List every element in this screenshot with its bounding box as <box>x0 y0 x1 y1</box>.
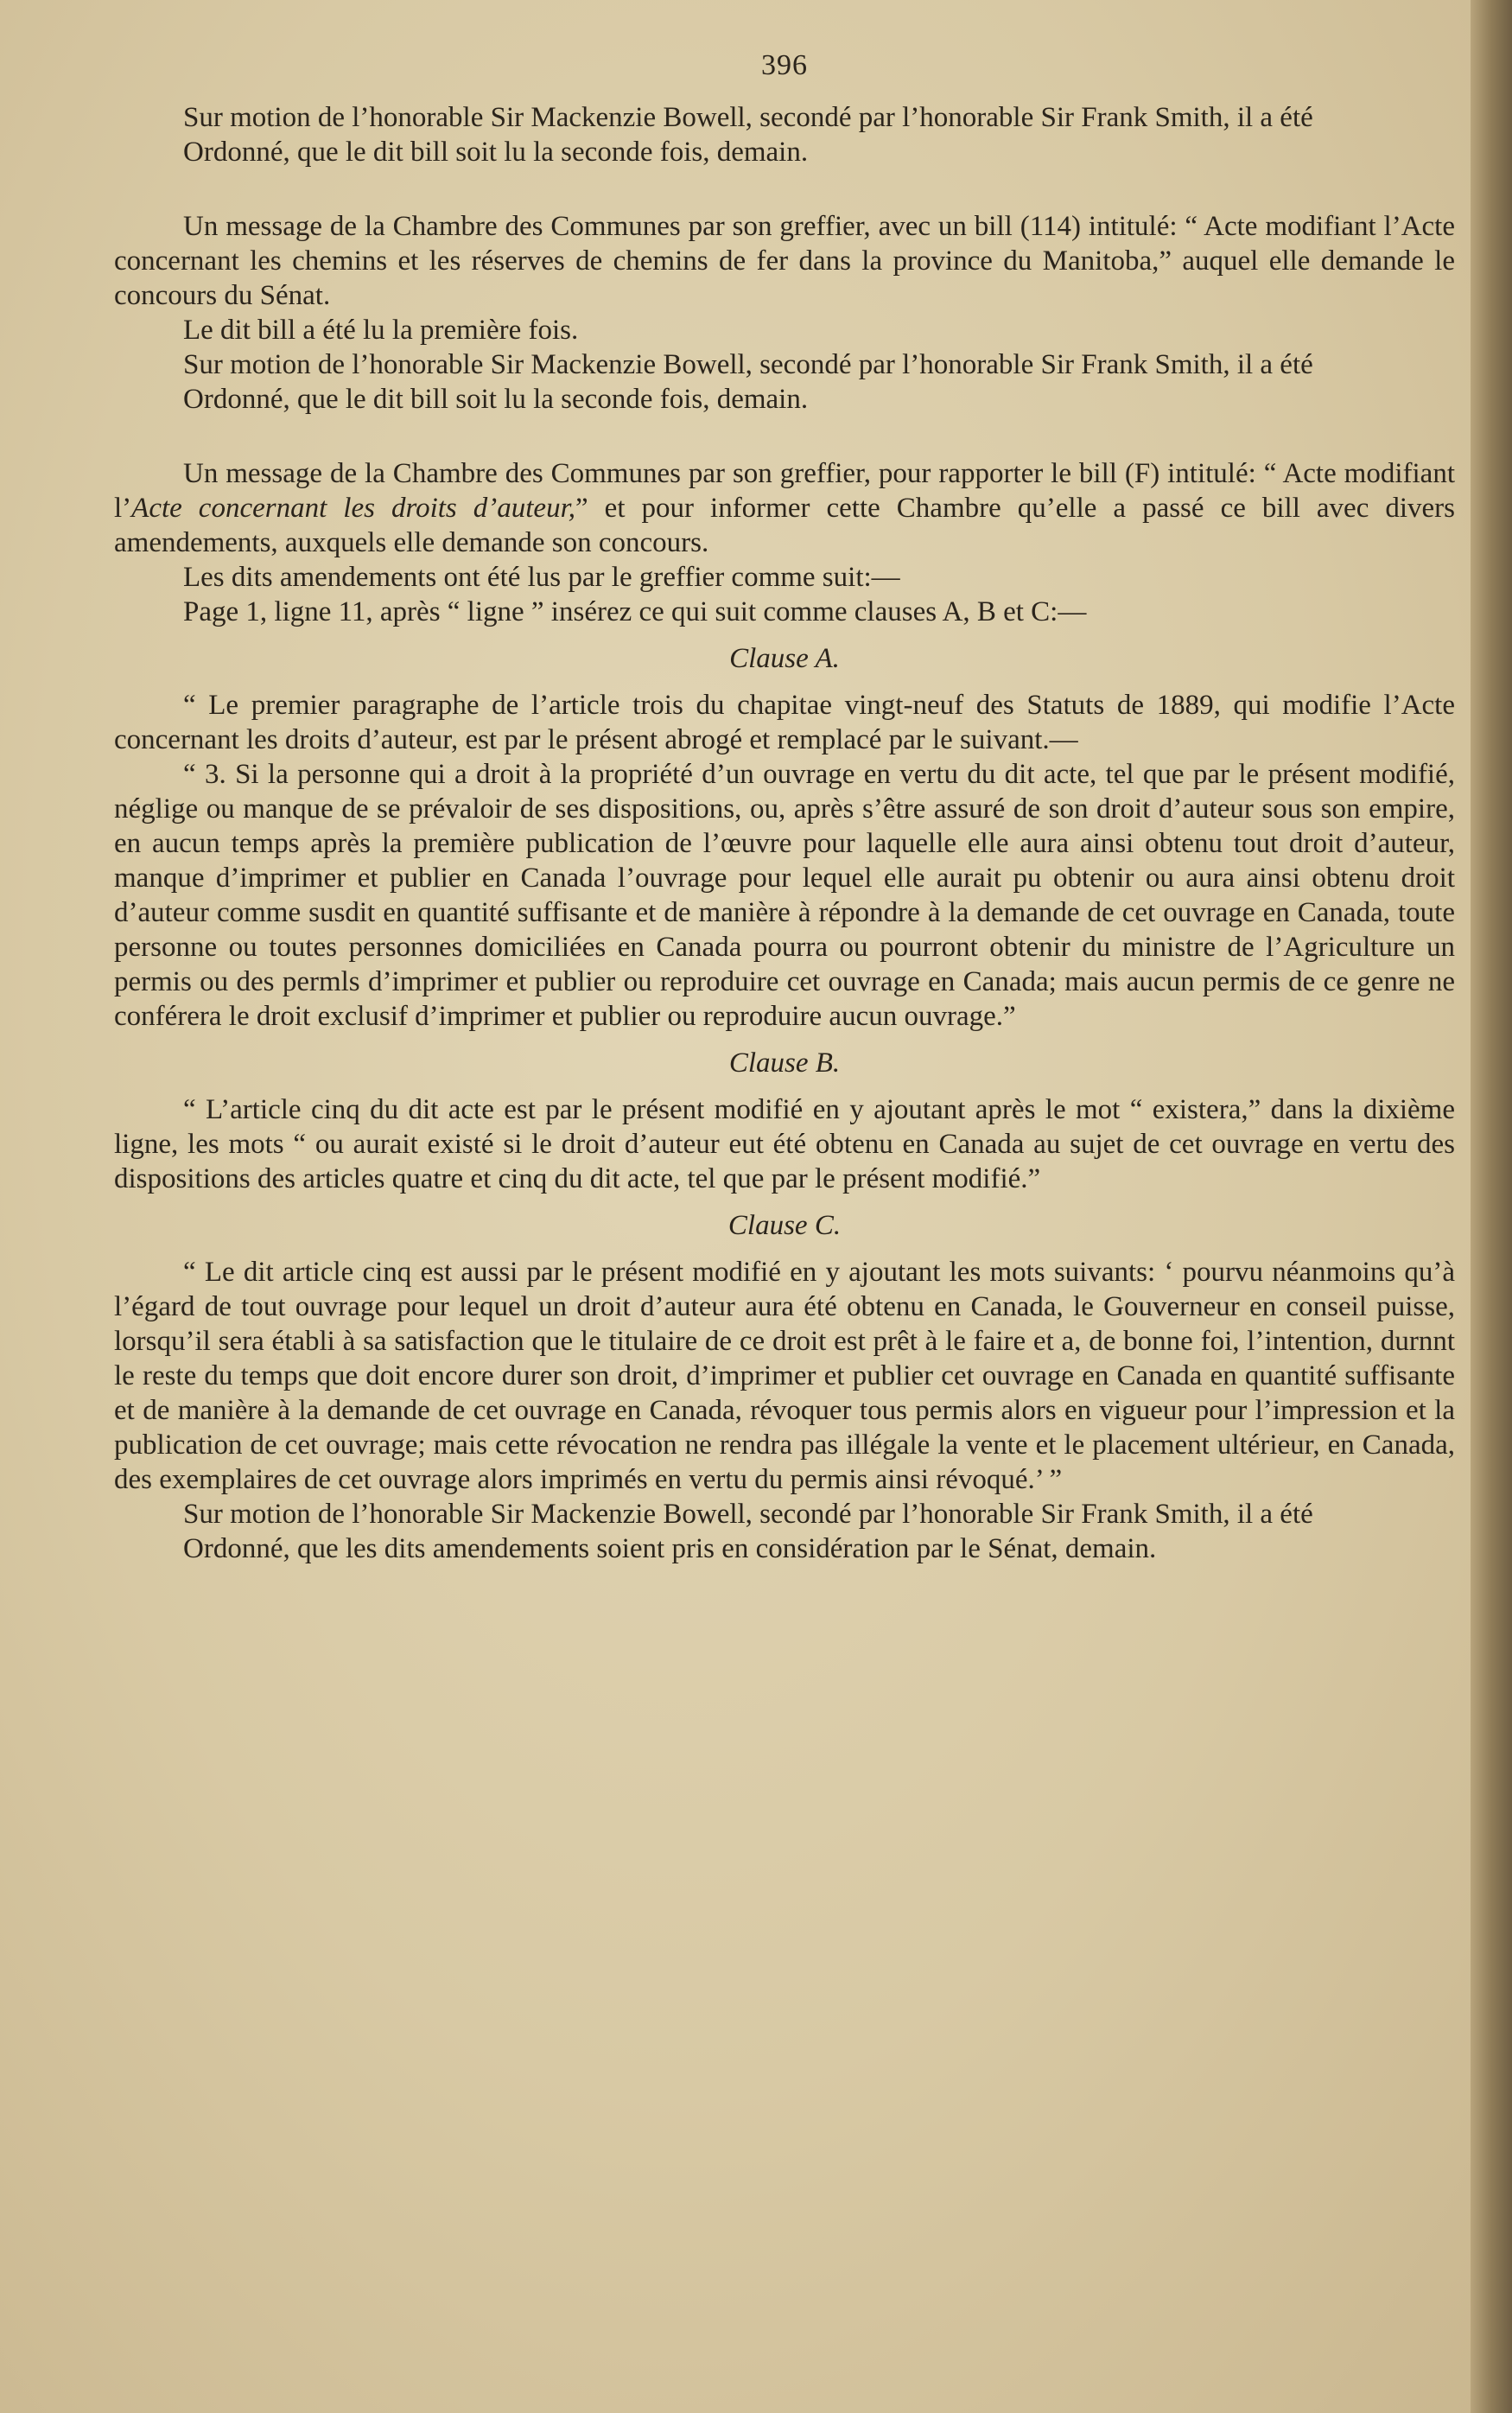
motion-paragraph: Sur motion de l’honorable Sir Mackenzie Bowell, secondé par l’honorable Sir Frank Smith, il a été <box>183 349 1313 380</box>
message-text-end: ” et pour informer cette Chambre qu’elle a passé ce bill avec divers amendements, auxquels elle demande son concours. <box>114 493 1456 558</box>
clause-a-paragraph-2: “ 3. Si la personne qui a droit à la propriété d’un ouvrage en vertu du dit acte, tel que par le présent modifié, néglige ou manque de se prévaloir de ses dispositions, ou, après s’être assuré de son droit d’auteur sous son empire, en aucun temps après la première publication de l’œuvre pour laquelle elle aura ainsi obtenu tout droit d’auteur, manque d’imprimer et publier en Canada l’ouvrage pour lequel elle aurait pu obtenir ou aura ainsi obtenu droit d’auteur comme susdit en quantité suffisante et de manière à répondre à la demande de cet ouvrage en Canada, toute personne ou toutes personnes domiciliées en Canada pourra ou pourront obtenir du ministre de l’Agriculture un permis ou des permls d’imprimer et publier ou reproduire cet ouvrage en Canada; mais aucun permis de ce genre ne conférera le droit exclusif d’imprimer et publier ou reproduire aucun ouvrage.” <box>114 759 1455 1032</box>
order-paragraph: Ordonné, que les dits amendements soient pris en considération par le Sénat, demain. <box>183 1533 1157 1564</box>
message-paragraph <box>114 456 1455 560</box>
clause-b-paragraph: “ L’article cinq du dit acte est par le présent modifié en y ajoutant après le mot “ existera,” dans la dixième ligne, les mots “ ou aurait existé si le droit d’auteur eut été obtenu en Canada au sujet de cet ouvrage en vertu des dispositions des articles quatre et cinq du dit acte, tel que par le présent modifié.” <box>114 1094 1455 1194</box>
first-reading-paragraph: Le dit bill a été lu la première fois. <box>183 315 579 346</box>
page-line-paragraph: Page 1, ligne 11, après “ ligne ” insérez ce qui suit comme clauses A, B et C:— <box>183 596 1087 627</box>
clause-b-heading: Clause B. <box>728 1047 841 1079</box>
page-edge-shadow <box>1471 0 1512 2413</box>
order-paragraph: Ordonné, que le dit bill soit lu la seconde fois, demain. <box>183 384 809 415</box>
act-title-italic: Acte concernant les droits d’auteur, <box>131 493 576 524</box>
message-text-start: Un message de la Chambre des Communes par son greffier, pour rapporter le bill (F) intitulé: “ Acte modifiant l’ <box>114 458 1455 524</box>
page-text <box>114 48 1455 1566</box>
motion-paragraph: Sur motion de l’honorable Sir Mackenzie Bowell, secondé par l’honorable Sir Frank Smith, il a été <box>183 1499 1313 1530</box>
clause-c-paragraph: “ Le dit article cinq est aussi par le présent modifié en y ajoutant les mots suivants: ‘ pourvu néanmoins qu’à l’égard de tout ouvrage pour lequel un droit d’auteur aura été obtenu en Canada, le Gouverneur en conseil puisse, lorsqu’il sera établi à sa satisfaction que le titulaire de ce droit est prêt à le faire et a, de bonne foi, l’intention, durnnt le reste du temps que doit encore durer son droit, d’imprimer et publier cet ouvrage en Canada en quantité suffisante et de manière à la demande de cet ouvrage en Canada, révoquer tous permis alors en vigueur pour l’impression et la publication de cet ouvrage; mais cette révocation ne rendra pas illégale la vente et le placement ultérieur, en Canada, des exemplaires de cet ouvrage alors imprimés en vertu du permis ainsi révoqué.’ ” <box>114 1257 1455 1495</box>
page-number: 396 <box>761 49 808 81</box>
motion-paragraph: Sur motion de l’honorable Sir Mackenzie Bowell, secondé par l’honorable Sir Frank Smith, il a été <box>183 102 1313 133</box>
order-paragraph: Ordonné, que le dit bill soit lu la seconde fois, demain. <box>183 137 809 168</box>
clause-c-heading: Clause C. <box>727 1210 842 1241</box>
message-paragraph: Un message de la Chambre des Communes par son greffier, avec un bill (114) intitulé: “ Acte modifiant l’Acte concernant les chemins et les réserves de chemins de fer dans la province du Manitoba,” auquel elle demande le concours du Sénat. <box>114 211 1455 311</box>
amendments-read-paragraph: Les dits amendements ont été lus par le greffier comme suit:— <box>183 562 900 593</box>
clause-a-heading: Clause A. <box>729 643 840 674</box>
clause-a-paragraph-1: “ Le premier paragraphe de l’article trois du chapitae vingt-neuf des Statuts de 1889, qui modifie l’Acte concernant les droits d’auteur, est par le présent abrogé et remplacé par le suivant.— <box>114 690 1455 755</box>
